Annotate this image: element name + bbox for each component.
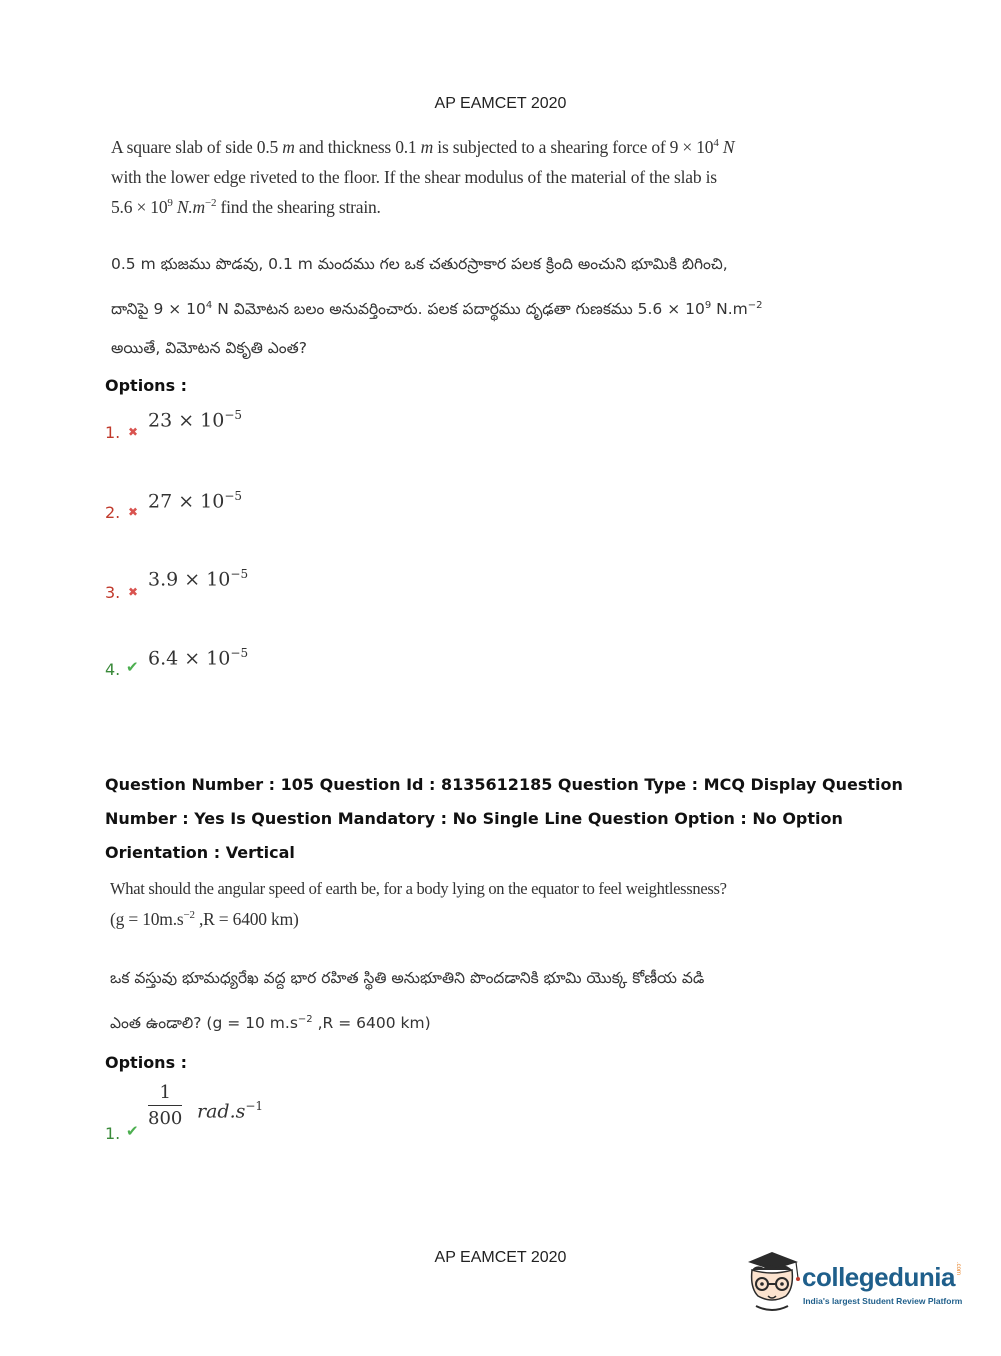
wrong-icon: ✖ xyxy=(128,425,139,439)
page-header: AP EAMCET 2020 xyxy=(434,95,567,112)
collegedunia-logo[interactable] xyxy=(742,1248,972,1318)
fraction-numerator: 1 xyxy=(148,1082,182,1106)
mascot-icon xyxy=(742,1248,802,1318)
question-105-telugu xyxy=(110,964,750,1037)
wrong-icon: ✖ xyxy=(128,505,139,519)
q1-english-line1: A square slab of side 0.5 m and thickness 0.1 m is subjected to a shearing force of $9 \times 10^4$ N xyxy=(111,137,735,157)
meta-line-2: Number : Yes Is Question Mandatory : No Single Line Question Option : No Option xyxy=(105,809,843,828)
meta-line-1: Question Number : 105 Question Id : 8135612185 Question Type : MCQ Display Question xyxy=(105,775,903,794)
logo-wordmark: collegedunia.com xyxy=(802,1262,961,1292)
option-number: 1. xyxy=(105,423,121,442)
q2-english-line1: What should the angular speed of earth be, for a body lying on the equator to feel weightlessness? xyxy=(110,879,727,898)
question-104-telugu xyxy=(111,250,771,362)
option-number: 3. xyxy=(105,583,121,602)
q1-telugu-line2: దానిపై $9 \times 10^4$ N విమోటన బలం అనువర్తించారు. పలక పదార్థము దృఢతా గుణకము $5.6 \times 10^9$ $N.m^{-2}$ xyxy=(111,300,763,319)
option-number: 1. xyxy=(105,1124,121,1143)
question-105-english xyxy=(110,874,750,934)
meta-line-3: Orientation : Vertical xyxy=(105,843,295,862)
option-number: 2. xyxy=(105,503,121,522)
q2-english-line2: ($g = 10m.s^{-2}$ ,R = 6400 km) xyxy=(110,909,299,929)
wrong-icon: ✖ xyxy=(128,585,139,599)
option-value: $23 \times 10^{-5}$ xyxy=(148,408,243,432)
page-footer: AP EAMCET 2020 xyxy=(434,1249,567,1266)
option-number: 4. xyxy=(105,660,121,679)
option-unit: $rad.s^{-1}$ xyxy=(197,1099,264,1123)
question-104-english xyxy=(111,132,751,222)
q2-telugu-line1: ఒక వస్తువు భూమధ్యరేఖ వద్ద భార రహిత స్థితి అనుభూతిని పొందడానికి భూమి యొక్క కోణీయ వడి xyxy=(110,969,705,987)
q1-telugu-line1: 0.5 m భుజము పొడవు, 0.1 m మందము గల ఒక చతురస్రాకార పలక క్రింది అంచుని భూమికి బిగించి, xyxy=(111,255,728,273)
logo-tagline: India's largest Student Review Platform xyxy=(803,1296,963,1306)
question-105-meta xyxy=(105,768,905,870)
option-value: $27 \times 10^{-5}$ xyxy=(148,489,243,513)
q1-options-label: Options : xyxy=(105,376,188,395)
check-icon: ✔ xyxy=(126,658,139,676)
q1-telugu-line3: అయితే, విమోటన వికృతి ఎంత? xyxy=(111,339,307,357)
check-icon: ✔ xyxy=(126,1122,139,1140)
option-fraction xyxy=(148,1082,182,1129)
q2-option-1[interactable] xyxy=(105,1082,305,1146)
fraction-denominator: 800 xyxy=(148,1108,183,1129)
q1-english-line2: with the lower edge riveted to the floor. If the shear modulus of the material of the slab is xyxy=(111,167,717,187)
q2-telugu-line2: ఎంత ఉండాలి? (g = 10 $m.s^{-2}$ ,R = 6400 km) xyxy=(110,1014,431,1033)
q2-options-label: Options : xyxy=(105,1053,188,1072)
q1-english-line3: $5.6 \times 10^9$ $N.m^{-2}$ find the shearing strain. xyxy=(111,197,381,217)
option-value: $3.9 \times 10^{-5}$ xyxy=(148,567,249,591)
option-value: $6.4 \times 10^{-5}$ xyxy=(148,646,249,670)
